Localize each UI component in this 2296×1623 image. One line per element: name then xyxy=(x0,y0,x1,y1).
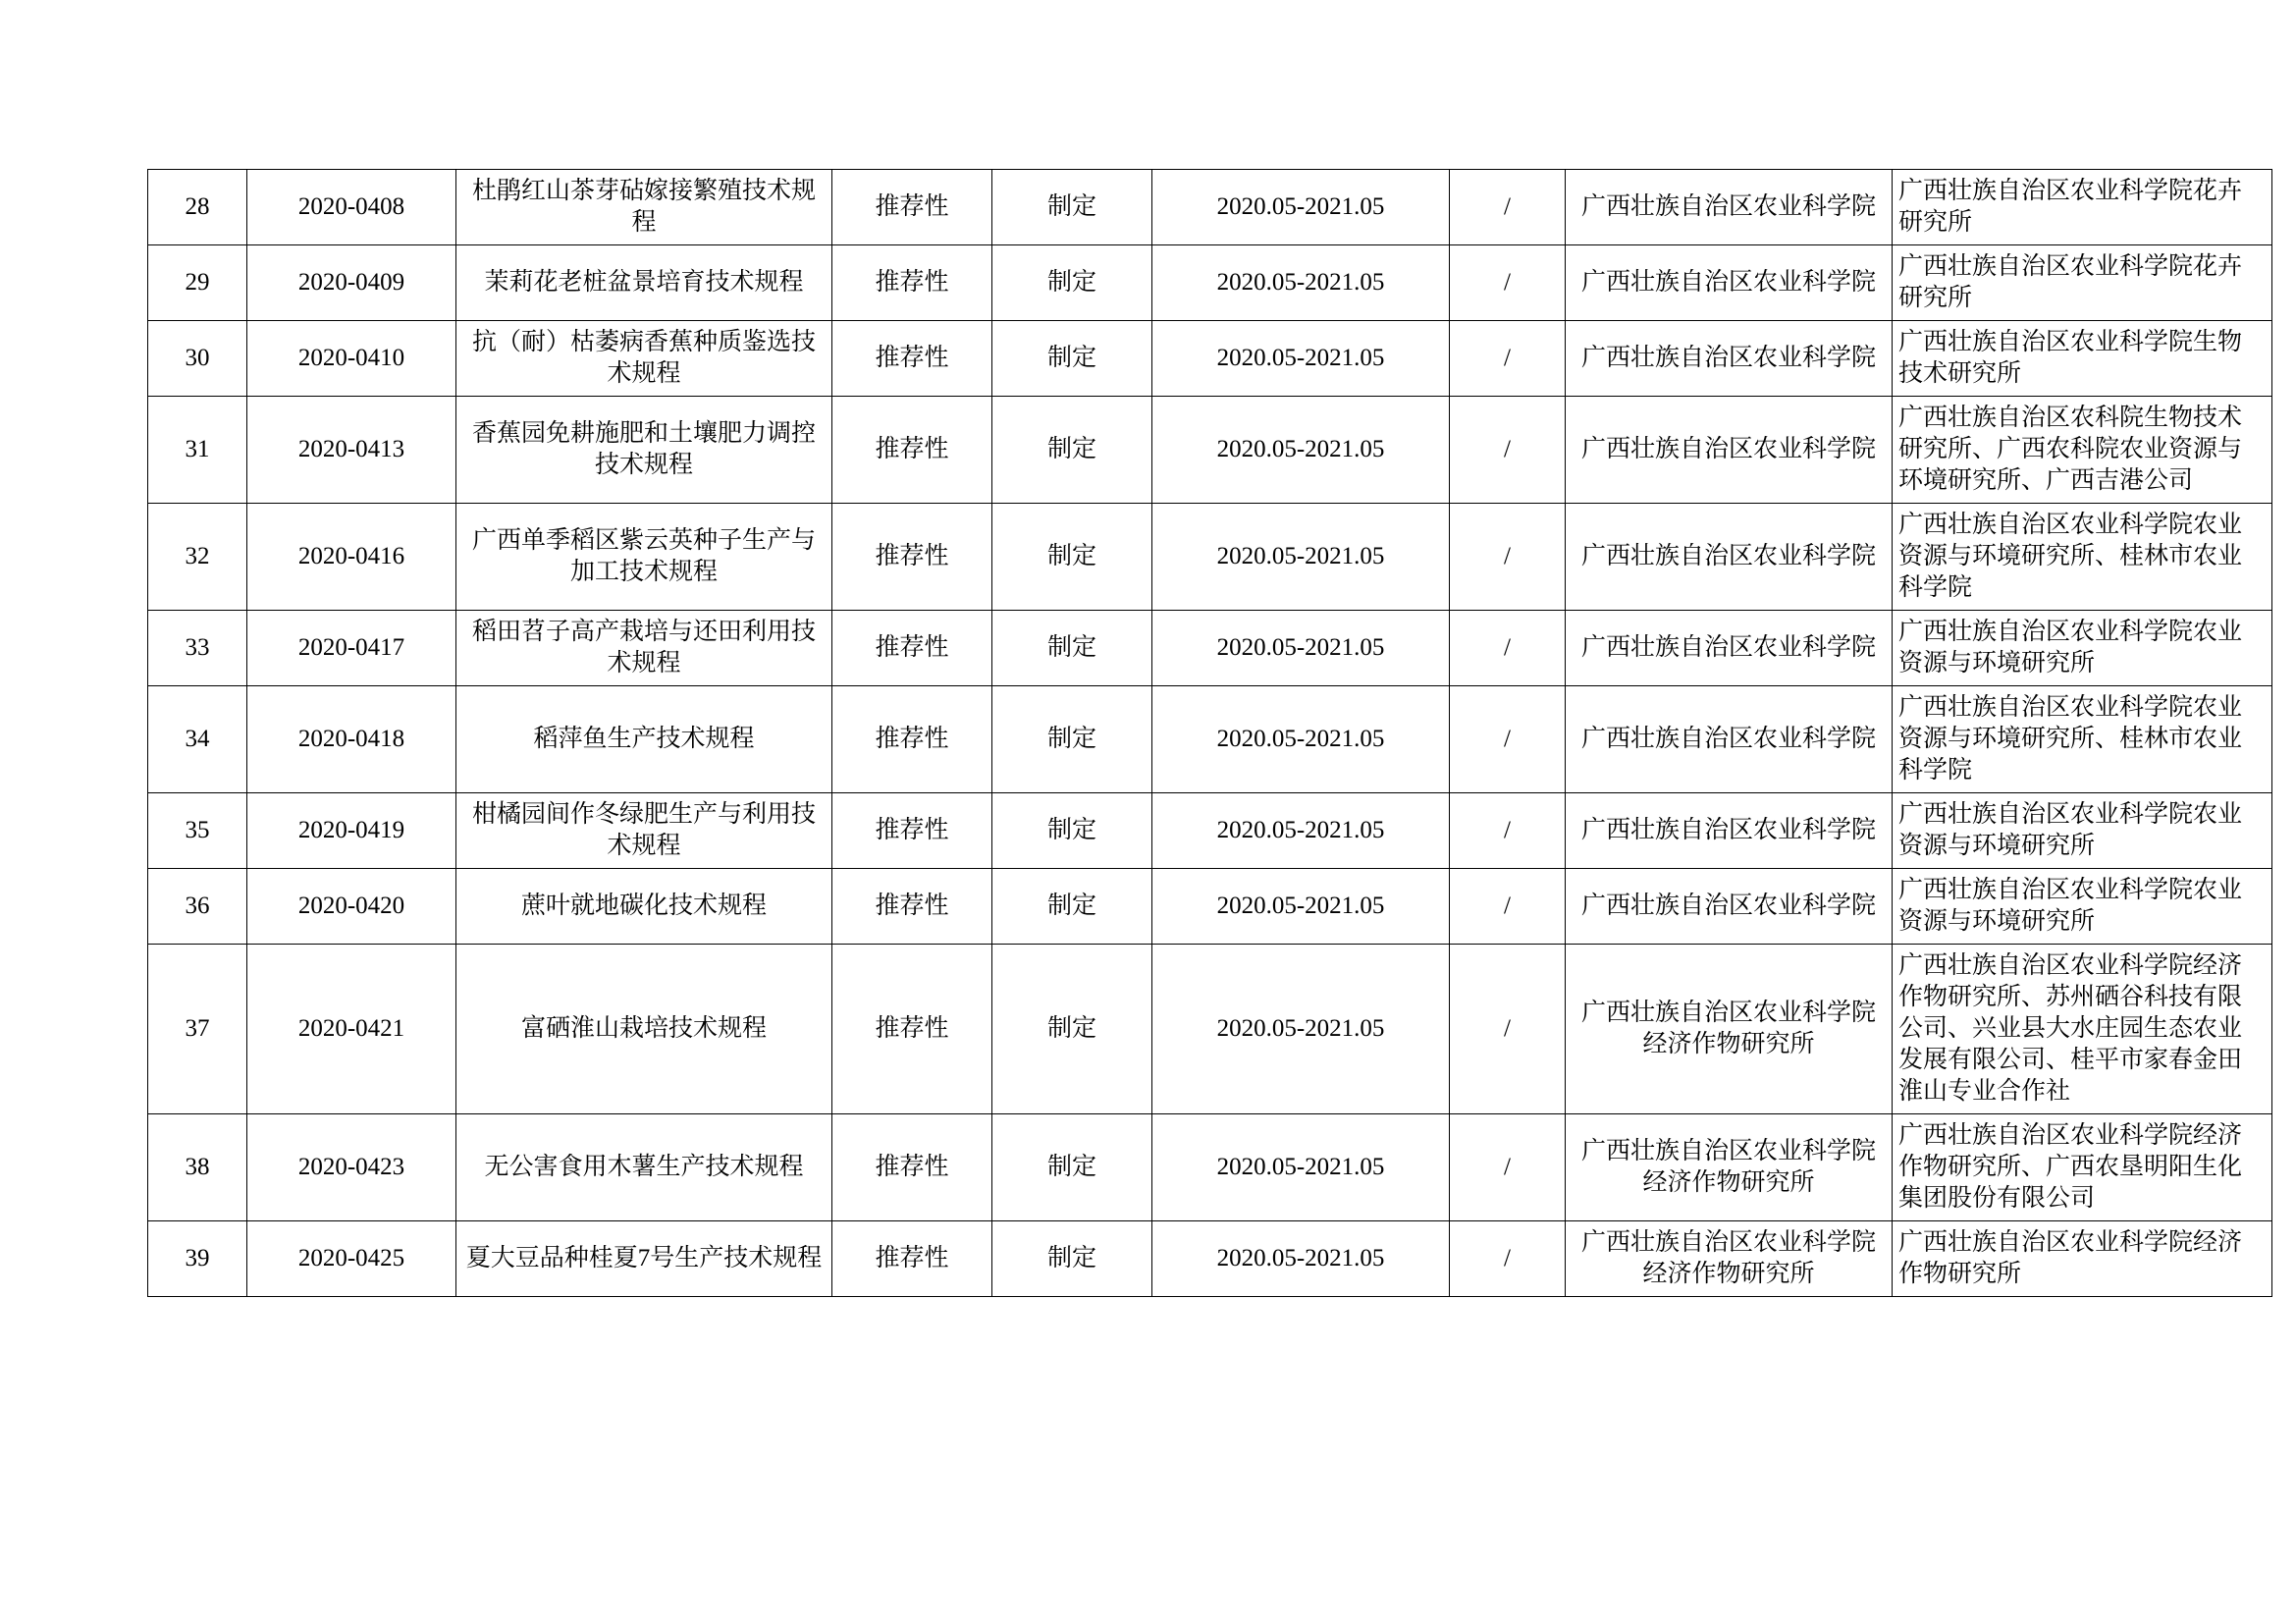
cell-apply: 广西壮族自治区农业科学院 xyxy=(1566,504,1893,611)
table-row xyxy=(148,945,2272,1114)
cell-code: 2020-0420 xyxy=(247,869,456,945)
cell-no: 34 xyxy=(148,686,247,793)
cell-period: 2020.05-2021.05 xyxy=(1152,945,1450,1114)
cell-name: 杜鹃红山茶芽砧嫁接繁殖技术规程 xyxy=(456,170,832,245)
cell-kind: 制定 xyxy=(992,1114,1152,1221)
cell-period: 2020.05-2021.05 xyxy=(1152,245,1450,321)
cell-period: 2020.05-2021.05 xyxy=(1152,1114,1450,1221)
cell-code: 2020-0413 xyxy=(247,397,456,504)
cell-type: 推荐性 xyxy=(832,869,992,945)
cell-revise: / xyxy=(1450,321,1566,397)
table-row xyxy=(148,245,2272,321)
cell-no: 39 xyxy=(148,1221,247,1297)
cell-revise: / xyxy=(1450,945,1566,1114)
cell-no: 29 xyxy=(148,245,247,321)
cell-period: 2020.05-2021.05 xyxy=(1152,397,1450,504)
cell-draft: 广西壮族自治区农业科学院经济作物研究所、广西农垦明阳生化集团股份有限公司 xyxy=(1893,1114,2272,1221)
cell-name: 夏大豆品种桂夏7号生产技术规程 xyxy=(456,1221,832,1297)
cell-type: 推荐性 xyxy=(832,504,992,611)
cell-period: 2020.05-2021.05 xyxy=(1152,793,1450,869)
cell-revise: / xyxy=(1450,611,1566,686)
cell-apply: 广西壮族自治区农业科学院 xyxy=(1566,245,1893,321)
cell-type: 推荐性 xyxy=(832,945,992,1114)
cell-period: 2020.05-2021.05 xyxy=(1152,170,1450,245)
cell-no: 30 xyxy=(148,321,247,397)
cell-kind: 制定 xyxy=(992,945,1152,1114)
cell-apply: 广西壮族自治区农业科学院 xyxy=(1566,793,1893,869)
table-row xyxy=(148,869,2272,945)
cell-code: 2020-0418 xyxy=(247,686,456,793)
cell-type: 推荐性 xyxy=(832,686,992,793)
cell-period: 2020.05-2021.05 xyxy=(1152,504,1450,611)
cell-type: 推荐性 xyxy=(832,793,992,869)
cell-draft: 广西壮族自治区农业科学院经济作物研究所、苏州硒谷科技有限公司、兴业县大水庄园生态农业发展有限公司、桂平市家春金田淮山专业合作社 xyxy=(1893,945,2272,1114)
cell-no: 31 xyxy=(148,397,247,504)
cell-apply: 广西壮族自治区农业科学院经济作物研究所 xyxy=(1566,1221,1893,1297)
table-row xyxy=(148,793,2272,869)
cell-revise: / xyxy=(1450,686,1566,793)
cell-draft: 广西壮族自治区农业科学院农业资源与环境研究所、桂林市农业科学院 xyxy=(1893,686,2272,793)
cell-name: 稻萍鱼生产技术规程 xyxy=(456,686,832,793)
cell-period: 2020.05-2021.05 xyxy=(1152,1221,1450,1297)
cell-kind: 制定 xyxy=(992,321,1152,397)
cell-no: 38 xyxy=(148,1114,247,1221)
cell-code: 2020-0419 xyxy=(247,793,456,869)
cell-kind: 制定 xyxy=(992,686,1152,793)
cell-revise: / xyxy=(1450,397,1566,504)
cell-draft: 广西壮族自治区农科院生物技术研究所、广西农科院农业资源与环境研究所、广西吉港公司 xyxy=(1893,397,2272,504)
table-row xyxy=(148,170,2272,245)
cell-revise: / xyxy=(1450,869,1566,945)
cell-revise: / xyxy=(1450,245,1566,321)
cell-no: 32 xyxy=(148,504,247,611)
cell-apply: 广西壮族自治区农业科学院 xyxy=(1566,611,1893,686)
cell-apply: 广西壮族自治区农业科学院经济作物研究所 xyxy=(1566,945,1893,1114)
cell-name: 茉莉花老桩盆景培育技术规程 xyxy=(456,245,832,321)
cell-kind: 制定 xyxy=(992,170,1152,245)
cell-apply: 广西壮族自治区农业科学院经济作物研究所 xyxy=(1566,1114,1893,1221)
cell-period: 2020.05-2021.05 xyxy=(1152,686,1450,793)
cell-name: 香蕉园免耕施肥和土壤肥力调控技术规程 xyxy=(456,397,832,504)
cell-type: 推荐性 xyxy=(832,1114,992,1221)
cell-revise: / xyxy=(1450,1221,1566,1297)
standards-plan-table xyxy=(147,169,2272,1297)
cell-kind: 制定 xyxy=(992,397,1152,504)
cell-kind: 制定 xyxy=(992,611,1152,686)
cell-no: 28 xyxy=(148,170,247,245)
cell-draft: 广西壮族自治区农业科学院花卉研究所 xyxy=(1893,170,2272,245)
cell-code: 2020-0408 xyxy=(247,170,456,245)
cell-name: 柑橘园间作冬绿肥生产与利用技术规程 xyxy=(456,793,832,869)
cell-kind: 制定 xyxy=(992,245,1152,321)
cell-draft: 广西壮族自治区农业科学院花卉研究所 xyxy=(1893,245,2272,321)
table-row xyxy=(148,321,2272,397)
cell-type: 推荐性 xyxy=(832,1221,992,1297)
cell-draft: 广西壮族自治区农业科学院农业资源与环境研究所 xyxy=(1893,793,2272,869)
cell-draft: 广西壮族自治区农业科学院农业资源与环境研究所、桂林市农业科学院 xyxy=(1893,504,2272,611)
cell-no: 35 xyxy=(148,793,247,869)
cell-code: 2020-0409 xyxy=(247,245,456,321)
table-row xyxy=(148,611,2272,686)
cell-revise: / xyxy=(1450,1114,1566,1221)
table-row xyxy=(148,1114,2272,1221)
cell-name: 蔗叶就地碳化技术规程 xyxy=(456,869,832,945)
cell-type: 推荐性 xyxy=(832,245,992,321)
table-row xyxy=(148,686,2272,793)
cell-kind: 制定 xyxy=(992,504,1152,611)
standards-plan-table-wrapper xyxy=(147,169,2243,1297)
cell-name: 抗（耐）枯萎病香蕉种质鉴选技术规程 xyxy=(456,321,832,397)
cell-name: 广西单季稻区紫云英种子生产与加工技术规程 xyxy=(456,504,832,611)
cell-kind: 制定 xyxy=(992,793,1152,869)
cell-draft: 广西壮族自治区农业科学院生物技术研究所 xyxy=(1893,321,2272,397)
cell-type: 推荐性 xyxy=(832,321,992,397)
cell-code: 2020-0423 xyxy=(247,1114,456,1221)
cell-code: 2020-0417 xyxy=(247,611,456,686)
cell-period: 2020.05-2021.05 xyxy=(1152,321,1450,397)
cell-type: 推荐性 xyxy=(832,397,992,504)
cell-kind: 制定 xyxy=(992,869,1152,945)
table-row xyxy=(148,1221,2272,1297)
cell-draft: 广西壮族自治区农业科学院经济作物研究所 xyxy=(1893,1221,2272,1297)
cell-code: 2020-0425 xyxy=(247,1221,456,1297)
cell-name: 稻田苕子高产栽培与还田利用技术规程 xyxy=(456,611,832,686)
cell-code: 2020-0421 xyxy=(247,945,456,1114)
cell-code: 2020-0416 xyxy=(247,504,456,611)
cell-apply: 广西壮族自治区农业科学院 xyxy=(1566,686,1893,793)
table-row xyxy=(148,397,2272,504)
table-row xyxy=(148,504,2272,611)
cell-kind: 制定 xyxy=(992,1221,1152,1297)
cell-type: 推荐性 xyxy=(832,170,992,245)
cell-draft: 广西壮族自治区农业科学院农业资源与环境研究所 xyxy=(1893,869,2272,945)
cell-apply: 广西壮族自治区农业科学院 xyxy=(1566,321,1893,397)
cell-no: 33 xyxy=(148,611,247,686)
cell-name: 富硒淮山栽培技术规程 xyxy=(456,945,832,1114)
cell-no: 37 xyxy=(148,945,247,1114)
cell-code: 2020-0410 xyxy=(247,321,456,397)
cell-apply: 广西壮族自治区农业科学院 xyxy=(1566,869,1893,945)
cell-period: 2020.05-2021.05 xyxy=(1152,611,1450,686)
cell-apply: 广西壮族自治区农业科学院 xyxy=(1566,397,1893,504)
cell-revise: / xyxy=(1450,504,1566,611)
cell-draft: 广西壮族自治区农业科学院农业资源与环境研究所 xyxy=(1893,611,2272,686)
table-body xyxy=(148,170,2272,1297)
cell-name: 无公害食用木薯生产技术规程 xyxy=(456,1114,832,1221)
cell-period: 2020.05-2021.05 xyxy=(1152,869,1450,945)
cell-type: 推荐性 xyxy=(832,611,992,686)
cell-no: 36 xyxy=(148,869,247,945)
cell-revise: / xyxy=(1450,170,1566,245)
cell-apply: 广西壮族自治区农业科学院 xyxy=(1566,170,1893,245)
cell-revise: / xyxy=(1450,793,1566,869)
